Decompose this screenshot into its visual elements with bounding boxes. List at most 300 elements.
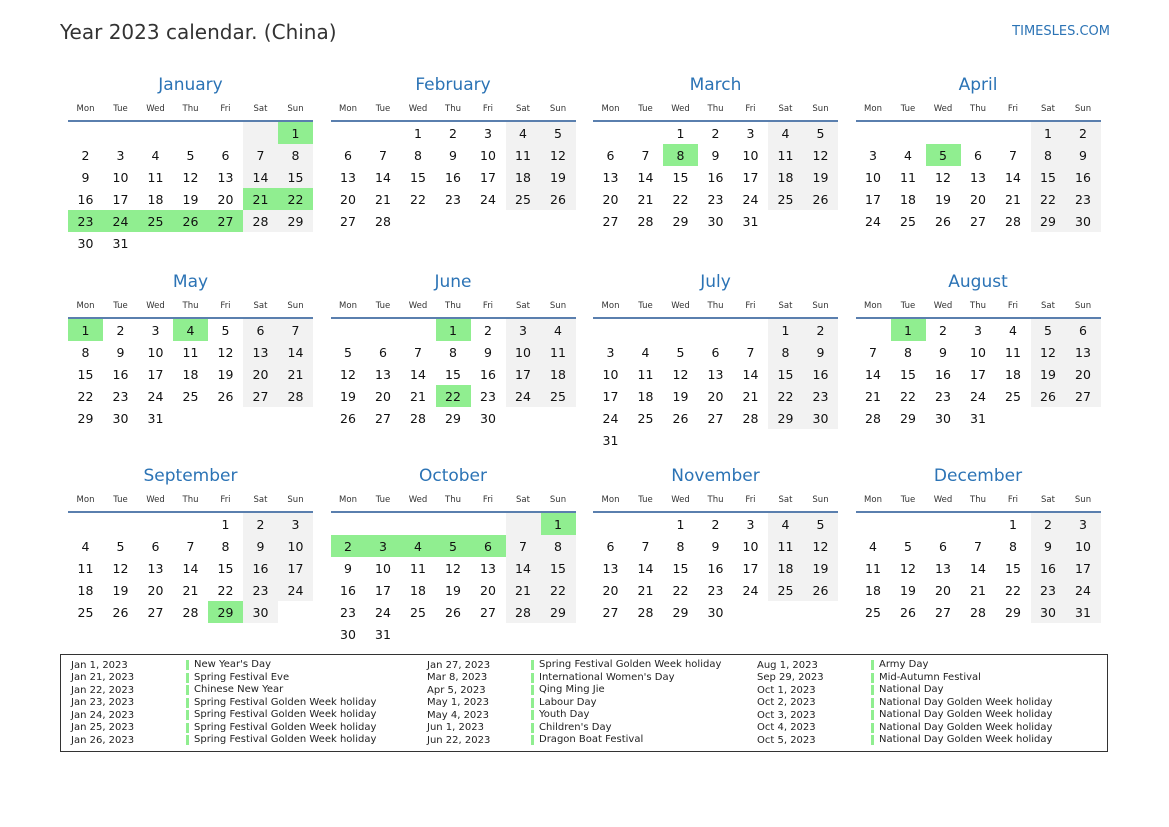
day-cell: 25 — [865, 604, 881, 620]
day-cell: 3 — [1066, 513, 1101, 535]
day-cell: 7 — [186, 538, 195, 554]
month-name: October — [418, 466, 488, 486]
weekday-label: Sat — [253, 495, 268, 505]
day-cell: 11 — [506, 144, 541, 166]
day-cell: 22 — [900, 388, 916, 404]
day-cell: 4 — [151, 147, 160, 163]
weekday-label: Sun — [1074, 495, 1092, 505]
day-grid — [856, 513, 1101, 623]
day-grid — [593, 122, 838, 232]
holiday-row — [757, 672, 1097, 685]
empty-day — [138, 513, 173, 535]
empty-day — [103, 122, 138, 144]
day-cell: 22 — [541, 579, 576, 601]
holiday-name: National Day Golden Week holiday — [871, 723, 1052, 733]
holiday-name: International Women's Day — [531, 673, 675, 683]
day-cell: 20 — [935, 582, 951, 598]
day-cell: 18 — [900, 191, 916, 207]
day-cell: 15 — [1031, 166, 1066, 188]
day-cell: 18 — [182, 366, 199, 382]
day-cell: 17 — [865, 191, 881, 207]
day-cell: 3 — [151, 322, 160, 338]
month-name: August — [948, 272, 1008, 292]
day-cell: 25 — [768, 188, 803, 210]
day-cell: 31 — [1066, 601, 1101, 623]
holiday-row — [71, 734, 411, 747]
weekday-label: Fri — [482, 495, 494, 505]
day-cell: 14 — [278, 341, 313, 363]
weekday-label: Thu — [707, 301, 724, 311]
weekday-label: Sat — [1041, 495, 1055, 505]
holiday-name: Qing Ming Jie — [531, 685, 605, 695]
day-cell: 14 — [410, 366, 426, 382]
day-cell: 30 — [1066, 210, 1101, 232]
day-cell: 10 — [1066, 535, 1101, 557]
day-cell: 16 — [243, 557, 278, 579]
day-cell: 30 — [803, 407, 838, 429]
day-cell: 17 — [278, 557, 313, 579]
holiday-row — [71, 684, 411, 697]
day-cell: 16 — [1031, 557, 1066, 579]
day-cell: 17 — [112, 191, 129, 207]
day-cell: 12 — [935, 169, 951, 185]
day-cell: 31 — [112, 235, 129, 251]
day-cell: 21 — [637, 191, 654, 207]
day-cell: 26 — [112, 604, 129, 620]
day-cell: 10 — [506, 341, 541, 363]
holiday-day: 4 — [173, 319, 208, 341]
day-cell: 30 — [243, 601, 278, 623]
month-august — [856, 271, 1101, 465]
day-cell: 18 — [506, 166, 541, 188]
day-cell: 10 — [112, 169, 129, 185]
day-cell: 24 — [742, 191, 759, 207]
month-name: June — [434, 272, 472, 292]
day-cell: 24 — [147, 388, 164, 404]
day-cell: 21 — [278, 363, 313, 385]
day-cell: 3 — [974, 322, 982, 338]
weekday-label: Tue — [375, 495, 391, 505]
day-cell: 28 — [1005, 213, 1021, 229]
empty-day — [891, 513, 926, 535]
month-may — [68, 271, 313, 465]
day-cell: 30 — [707, 213, 724, 229]
day-cell: 26 — [803, 579, 838, 601]
day-cell: 3 — [116, 147, 125, 163]
holiday-date: May 1, 2023 — [427, 697, 490, 709]
day-cell: 18 — [541, 363, 576, 385]
day-cell: 29 — [672, 213, 689, 229]
day-cell: 11 — [900, 169, 916, 185]
day-cell: 23 — [445, 191, 461, 207]
holiday-row — [757, 722, 1097, 735]
holiday-day: 22 — [436, 385, 471, 407]
day-cell: 7 — [1009, 147, 1017, 163]
weekday-label: Mon — [76, 104, 95, 114]
day-cell: 14 — [970, 560, 986, 576]
day-cell: 22 — [672, 191, 689, 207]
day-cell: 15 — [1005, 560, 1021, 576]
day-cell: 5 — [221, 322, 230, 338]
weekday-label: Thu — [707, 104, 724, 114]
month-name: February — [415, 75, 491, 95]
day-cell: 26 — [935, 213, 951, 229]
month-name: May — [172, 272, 209, 292]
day-cell: 7 — [243, 144, 278, 166]
day-cell: 2 — [484, 322, 492, 338]
day-cell: 7 — [869, 344, 877, 360]
day-cell: 24 — [865, 213, 881, 229]
holiday-row — [757, 659, 1097, 672]
weekday-label: Fri — [745, 301, 756, 311]
weekday-label: Tue — [113, 104, 128, 114]
day-cell: 10 — [742, 147, 759, 163]
weekday-label: Tue — [900, 495, 916, 505]
month-name: July — [700, 272, 731, 292]
day-grid — [593, 319, 838, 451]
day-cell: 20 — [217, 191, 234, 207]
day-cell: 1 — [221, 516, 230, 532]
empty-day — [331, 319, 366, 341]
day-cell: 10 — [480, 147, 496, 163]
holiday-date: Oct 2, 2023 — [757, 697, 816, 709]
day-cell: 1 — [1009, 516, 1017, 532]
day-cell: 13 — [602, 560, 619, 576]
day-cell: 12 — [541, 144, 576, 166]
holiday-row — [757, 734, 1097, 747]
empty-day — [628, 122, 663, 144]
empty-day — [593, 122, 628, 144]
day-cell: 19 — [803, 166, 838, 188]
day-cell: 16 — [112, 366, 129, 382]
day-cell: 15 — [768, 363, 803, 385]
day-cell: 28 — [742, 410, 759, 426]
holiday-day: 25 — [138, 210, 173, 232]
day-cell: 19 — [182, 191, 199, 207]
weekday-label: Thu — [970, 104, 986, 114]
day-cell: 13 — [970, 169, 986, 185]
weekday-label: Wed — [408, 495, 428, 505]
day-cell: 21 — [375, 191, 391, 207]
weekday-label: Sun — [287, 495, 304, 505]
day-cell: 23 — [707, 582, 724, 598]
day-cell: 21 — [742, 388, 759, 404]
weekday-label: Fri — [482, 301, 494, 311]
empty-day — [366, 513, 401, 535]
weekday-label: Thu — [707, 495, 724, 505]
day-cell: 15 — [278, 166, 313, 188]
day-cell: 17 — [506, 363, 541, 385]
day-cell: 8 — [221, 538, 230, 554]
empty-day — [471, 513, 506, 535]
day-cell: 11 — [77, 560, 94, 576]
weekday-label: Wed — [146, 104, 165, 114]
day-cell: 23 — [480, 388, 496, 404]
day-cell: 18 — [865, 582, 881, 598]
day-cell: 18 — [147, 191, 164, 207]
day-grid — [331, 319, 576, 429]
holiday-day: 8 — [663, 144, 698, 166]
holiday-name: National Day Golden Week holiday — [871, 710, 1052, 720]
day-cell: 28 — [410, 410, 426, 426]
empty-day — [103, 513, 138, 535]
holiday-day: 2 — [331, 535, 366, 557]
day-cell: 8 — [768, 341, 803, 363]
day-cell: 23 — [935, 388, 951, 404]
day-cell: 16 — [803, 363, 838, 385]
day-cell: 25 — [900, 213, 916, 229]
holiday-day: 22 — [278, 188, 313, 210]
empty-day — [173, 122, 208, 144]
weekday-label: Fri — [220, 301, 231, 311]
day-cell: 23 — [707, 191, 724, 207]
day-cell: 18 — [1005, 366, 1021, 382]
empty-day — [506, 513, 541, 535]
day-cell: 28 — [243, 210, 278, 232]
day-cell: 26 — [217, 388, 234, 404]
day-cell: 22 — [1031, 188, 1066, 210]
day-cell: 5 — [803, 122, 838, 144]
day-cell: 7 — [278, 319, 313, 341]
site-link[interactable]: TIMESLES.COM — [1012, 24, 1110, 39]
day-cell: 9 — [711, 538, 720, 554]
empty-day — [243, 122, 278, 144]
day-cell: 13 — [375, 366, 391, 382]
empty-day — [698, 319, 733, 341]
day-cell: 5 — [676, 344, 685, 360]
holiday-row — [71, 709, 411, 722]
day-cell: 13 — [935, 560, 951, 576]
day-cell: 27 — [340, 213, 356, 229]
day-cell: 8 — [1009, 538, 1017, 554]
day-cell: 28 — [375, 213, 391, 229]
holiday-date: Jan 1, 2023 — [71, 659, 128, 671]
weekday-label: Wed — [408, 104, 428, 114]
day-cell: 31 — [970, 410, 986, 426]
day-cell: 12 — [672, 366, 689, 382]
holiday-day: 1 — [436, 319, 471, 341]
day-cell: 20 — [1066, 363, 1101, 385]
month-name: March — [689, 75, 742, 95]
weekday-label: Fri — [220, 495, 231, 505]
day-cell: 29 — [445, 410, 461, 426]
holiday-date: Oct 4, 2023 — [757, 722, 816, 734]
day-cell: 16 — [445, 169, 461, 185]
weekday-label: Tue — [375, 104, 391, 114]
day-cell: 19 — [935, 191, 951, 207]
day-cell: 9 — [1031, 535, 1066, 557]
empty-day — [68, 513, 103, 535]
holiday-row — [427, 709, 767, 722]
day-grid — [68, 122, 313, 254]
day-cell: 22 — [1005, 582, 1021, 598]
day-cell: 27 — [147, 604, 164, 620]
day-cell: 25 — [637, 410, 654, 426]
day-cell: 8 — [449, 344, 457, 360]
holiday-date: Jan 25, 2023 — [71, 722, 135, 734]
day-cell: 2 — [711, 516, 720, 532]
weekday-label: Sat — [253, 104, 268, 114]
day-cell: 4 — [541, 319, 576, 341]
day-cell: 23 — [1031, 579, 1066, 601]
empty-day — [961, 513, 996, 535]
day-cell: 15 — [541, 557, 576, 579]
empty-day — [733, 319, 768, 341]
day-cell: 17 — [970, 366, 986, 382]
day-cell: 19 — [541, 166, 576, 188]
day-cell: 25 — [506, 188, 541, 210]
day-cell: 30 — [112, 410, 129, 426]
holiday-row — [427, 672, 767, 685]
day-cell: 6 — [243, 319, 278, 341]
day-cell: 24 — [602, 410, 619, 426]
day-cell: 29 — [1005, 604, 1021, 620]
holiday-name: New Year's Day — [186, 660, 271, 670]
day-cell: 14 — [742, 366, 759, 382]
day-cell: 10 — [375, 560, 391, 576]
holiday-date: Jan 24, 2023 — [71, 709, 135, 721]
weekday-header — [856, 295, 1101, 319]
day-cell: 6 — [939, 538, 947, 554]
day-cell: 11 — [182, 344, 199, 360]
day-cell: 4 — [641, 344, 650, 360]
day-cell: 2 — [449, 125, 457, 141]
day-cell: 13 — [243, 341, 278, 363]
day-cell: 20 — [602, 191, 619, 207]
weekday-label: Wed — [933, 301, 953, 311]
day-cell: 10 — [742, 538, 759, 554]
day-cell: 20 — [340, 191, 356, 207]
day-cell: 21 — [1005, 191, 1021, 207]
day-cell: 13 — [340, 169, 356, 185]
day-cell: 2 — [243, 513, 278, 535]
day-cell: 2 — [939, 322, 947, 338]
holiday-row — [71, 659, 411, 672]
day-cell: 9 — [484, 344, 492, 360]
day-cell: 6 — [379, 344, 387, 360]
day-cell: 10 — [602, 366, 619, 382]
day-cell: 6 — [606, 538, 615, 554]
day-cell: 11 — [541, 341, 576, 363]
day-cell: 9 — [243, 535, 278, 557]
day-cell: 20 — [480, 582, 496, 598]
holiday-date: Jan 26, 2023 — [71, 734, 135, 746]
day-cell: 7 — [506, 535, 541, 557]
weekday-label: Sun — [549, 495, 567, 505]
day-cell: 10 — [865, 169, 881, 185]
weekday-label: Wed — [146, 301, 165, 311]
weekday-header — [331, 98, 576, 122]
day-cell: 28 — [506, 601, 541, 623]
holiday-row — [427, 697, 767, 710]
weekday-label: Thu — [182, 495, 199, 505]
day-cell: 8 — [541, 535, 576, 557]
page-title: Year 2023 calendar. (China) — [60, 20, 337, 44]
holiday-day: 5 — [436, 535, 471, 557]
day-cell: 27 — [480, 604, 496, 620]
weekday-label: Sun — [549, 301, 567, 311]
day-cell: 9 — [939, 344, 947, 360]
weekday-label: Sun — [812, 495, 829, 505]
day-cell: 30 — [1031, 601, 1066, 623]
holiday-row — [427, 722, 767, 735]
day-cell: 6 — [1066, 319, 1101, 341]
holiday-name: Spring Festival Golden Week holiday — [186, 698, 376, 708]
day-cell: 24 — [375, 604, 391, 620]
holiday-date: Jun 1, 2023 — [427, 722, 484, 734]
month-name: December — [933, 466, 1023, 486]
empty-day — [173, 513, 208, 535]
holiday-name: Chinese New Year — [186, 685, 283, 695]
day-grid — [331, 513, 576, 645]
day-cell: 24 — [480, 191, 496, 207]
day-cell: 15 — [445, 366, 461, 382]
day-cell: 2 — [711, 125, 720, 141]
day-cell: 14 — [865, 366, 881, 382]
holiday-row — [71, 697, 411, 710]
weekday-label: Tue — [113, 495, 128, 505]
day-cell: 19 — [1031, 363, 1066, 385]
holiday-row — [757, 697, 1097, 710]
day-cell: 21 — [410, 388, 426, 404]
holiday-day: 5 — [926, 144, 961, 166]
month-september — [68, 465, 313, 655]
holiday-date: Jan 23, 2023 — [71, 697, 135, 709]
day-cell: 11 — [410, 560, 426, 576]
day-cell: 5 — [803, 513, 838, 535]
day-cell: 16 — [707, 169, 724, 185]
weekday-label: Sun — [812, 301, 829, 311]
weekday-label: Wed — [671, 104, 690, 114]
day-cell: 22 — [410, 191, 426, 207]
day-cell: 15 — [217, 560, 234, 576]
day-cell: 19 — [672, 388, 689, 404]
empty-day — [138, 122, 173, 144]
day-cell: 22 — [217, 582, 234, 598]
weekday-label: Wed — [671, 495, 690, 505]
day-cell: 16 — [480, 366, 496, 382]
empty-day — [208, 122, 243, 144]
day-cell: 27 — [602, 604, 619, 620]
empty-day — [68, 122, 103, 144]
day-cell: 5 — [116, 538, 125, 554]
holiday-day: 1 — [891, 319, 926, 341]
weekday-label: Wed — [146, 495, 165, 505]
day-cell: 12 — [217, 344, 234, 360]
day-grid — [68, 319, 313, 429]
holiday-name: Spring Festival Eve — [186, 673, 289, 683]
weekday-label: Tue — [375, 301, 391, 311]
weekday-label: Sun — [549, 104, 567, 114]
day-cell: 17 — [742, 560, 759, 576]
day-cell: 23 — [243, 579, 278, 601]
day-cell: 12 — [1031, 341, 1066, 363]
day-cell: 15 — [77, 366, 94, 382]
day-cell: 8 — [278, 144, 313, 166]
empty-day — [366, 122, 401, 144]
day-cell: 6 — [344, 147, 352, 163]
holiday-day: 21 — [243, 188, 278, 210]
day-cell: 7 — [414, 344, 422, 360]
holiday-day: 1 — [68, 319, 103, 341]
weekday-label: Fri — [220, 104, 231, 114]
month-name: January — [158, 75, 223, 95]
day-cell: 24 — [1066, 579, 1101, 601]
day-cell: 24 — [278, 579, 313, 601]
day-cell: 12 — [340, 366, 356, 382]
month-name: April — [958, 75, 998, 95]
day-cell: 22 — [77, 388, 94, 404]
